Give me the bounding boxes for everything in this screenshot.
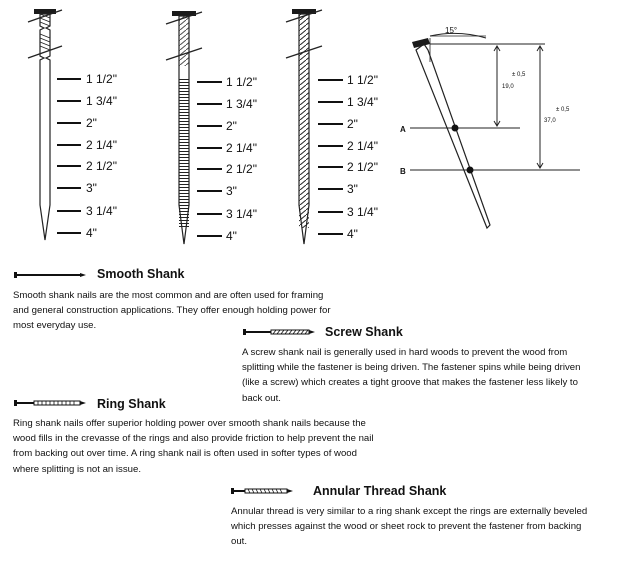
ring-shank-title: Ring Shank bbox=[97, 397, 166, 411]
scale-label-2in: 2" bbox=[226, 119, 237, 133]
scale-label-3in: 3" bbox=[86, 181, 97, 195]
dimension-lines bbox=[494, 46, 543, 168]
screw-nail-icon bbox=[243, 328, 315, 336]
ring-nail-icon bbox=[14, 399, 86, 407]
screw-shank-nail-drawing bbox=[286, 9, 322, 244]
scale-label-1-5in: 1 1/2" bbox=[347, 73, 378, 87]
scale-label-1-75in: 1 3/4" bbox=[226, 97, 257, 111]
screw-shank-description: A screw shank nail is generally used in hard woods to prevent the wood from splitting while the fastener is being driven. The fastener spins while being driven (like a screw) which creates a tight groove that makes the fastener less likely to back out. bbox=[242, 347, 581, 404]
ring-pattern bbox=[179, 78, 189, 228]
scale-label-2-5in: 2 1/2" bbox=[226, 162, 257, 176]
scale-ticks bbox=[318, 80, 343, 234]
ring-shank-nail-drawing bbox=[166, 11, 202, 244]
dim-b-value: 37,0 bbox=[544, 118, 556, 124]
scale-label-1-5in: 1 1/2" bbox=[226, 75, 257, 89]
scale-label-1-5in: 1 1/2" bbox=[86, 72, 117, 86]
dim-b-tolerance: ± 0,5 bbox=[556, 107, 570, 113]
smooth-shank-title: Smooth Shank bbox=[97, 267, 185, 281]
screw-pattern bbox=[299, 14, 309, 228]
scale-label-1-75in: 1 3/4" bbox=[86, 94, 117, 108]
point-a-label: A bbox=[400, 125, 406, 134]
dim-a-tolerance: ± 0,5 bbox=[512, 72, 526, 78]
angle-label: 15° bbox=[445, 26, 458, 35]
scale-ticks bbox=[57, 79, 81, 233]
scale-label-1-75in: 1 3/4" bbox=[347, 95, 378, 109]
ring-nail-length-scale bbox=[197, 75, 257, 243]
screw-shank-title: Screw Shank bbox=[325, 325, 403, 339]
point-b-label: B bbox=[400, 167, 406, 176]
scale-label-2-5in: 2 1/2" bbox=[347, 160, 378, 174]
scale-label-2-5in: 2 1/2" bbox=[86, 159, 117, 173]
scale-label-3-25in: 3 1/4" bbox=[86, 204, 117, 218]
scale-label-2-25in: 2 1/4" bbox=[226, 141, 257, 155]
point-b-marker bbox=[467, 167, 474, 174]
smooth-shank-nail-drawing bbox=[28, 9, 62, 240]
annular-thread-shank-description: Annular thread is very similar to a ring shank except the rings are externally beveled which presses against the wood or sheet rock to prevent the fastener from backing out. bbox=[231, 506, 588, 548]
angled-nail bbox=[416, 44, 490, 228]
smooth-nail-length-scale bbox=[57, 72, 117, 240]
scale-label-4in: 4" bbox=[226, 229, 237, 243]
annular-thread-shank-title: Annular Thread Shank bbox=[313, 484, 447, 498]
scale-label-3-25in: 3 1/4" bbox=[347, 205, 378, 219]
angle-dimension-diagram bbox=[400, 26, 580, 228]
scale-label-2-25in: 2 1/4" bbox=[347, 139, 378, 153]
scale-label-3in: 3" bbox=[226, 184, 237, 198]
scale-label-2in: 2" bbox=[86, 116, 97, 130]
point-a-marker bbox=[452, 125, 459, 132]
scale-label-3in: 3" bbox=[347, 182, 358, 196]
scale-label-4in: 4" bbox=[347, 227, 358, 241]
smooth-nail-icon bbox=[14, 271, 86, 279]
ring-shank-description: Ring shank nails offer superior holding power over smooth shank nails because the wood fills in the crevasse of the rings and also provide friction to help prevent the nail from backing out over time. A ring shank nail is often used in softer types of wood where splitting is not an issue. bbox=[13, 418, 374, 475]
scale-ticks bbox=[197, 82, 222, 236]
scale-label-2-25in: 2 1/4" bbox=[86, 138, 117, 152]
scale-label-2in: 2" bbox=[347, 117, 358, 131]
dim-a-value: 19,0 bbox=[502, 84, 514, 90]
scale-label-3-25in: 3 1/4" bbox=[226, 207, 257, 221]
smooth-shank-description: Smooth shank nails are the most common and are often used for framing and general construction applications. They offer enough holding power for most everyday use. bbox=[13, 290, 331, 332]
scale-label-4in: 4" bbox=[86, 226, 97, 240]
annular-nail-icon bbox=[231, 487, 293, 495]
screw-nail-length-scale bbox=[318, 73, 378, 241]
